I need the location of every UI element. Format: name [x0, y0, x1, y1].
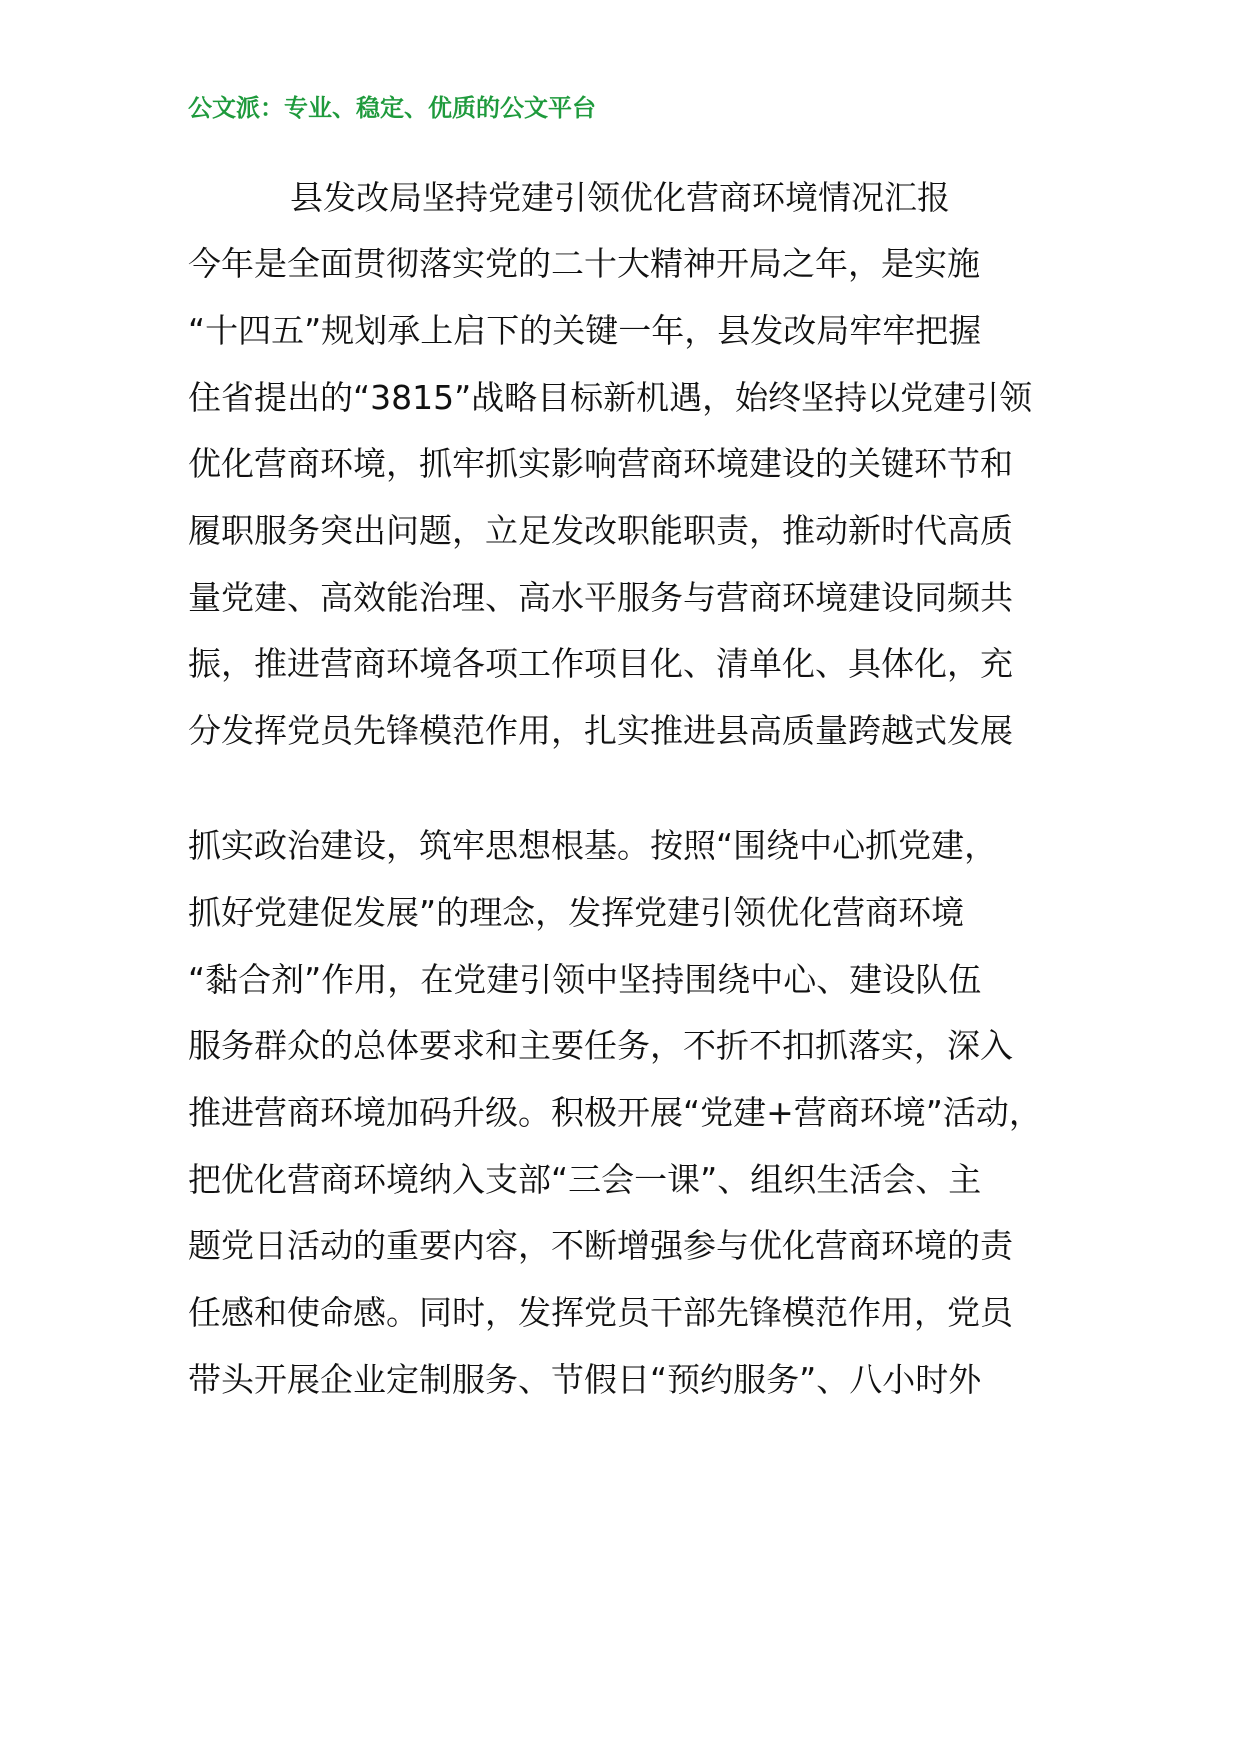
paragraph-line: 振，推进营商环境各项工作项目化、清单化、具体化，充	[188, 644, 1013, 683]
paragraph-line: “十四五”规划承上启下的关键一年，县发改局牢牢把握	[188, 311, 982, 350]
paragraph-line: 服务群众的总体要求和主要任务，不折不扣抓落实，深入	[188, 1026, 1013, 1065]
paragraph-line: 住省提出的“3815”战略目标新机遇，始终坚持以党建引领	[188, 378, 1033, 417]
paragraph-line: 履职服务突出问题，立足发改职能职责，推动新时代高质	[188, 511, 1013, 550]
document-title: 县发改局坚持党建引领优化营商环境情况汇报	[290, 178, 950, 217]
paragraph-line: 抓好党建促发展”的理念，发挥党建引领优化营商环境	[188, 893, 965, 932]
paragraph-line: 把优化营商环境纳入支部“三会一课”、组织生活会、主	[188, 1160, 982, 1199]
paragraph-line: 题党日活动的重要内容，不断增强参与优化营商环境的责	[188, 1226, 1013, 1265]
paragraph-line: 分发挥党员先锋模范作用，扎实推进县高质量跨越式发展	[188, 711, 1013, 750]
paragraph-line: 量党建、高效能治理、高水平服务与营商环境建设同频共	[188, 578, 1013, 617]
paragraph-line: 任感和使命感。同时，发挥党员干部先锋模范作用，党员	[188, 1293, 1013, 1332]
brand-header: 公文派：专业、稳定、优质的公文平台	[188, 93, 596, 122]
paragraph-line: 今年是全面贯彻落实党的二十大精神开局之年，是实施	[188, 244, 980, 283]
paragraph-line: 推进营商环境加码升级。积极开展“党建+营商环境”活动，	[188, 1093, 1042, 1132]
paragraph-line: 优化营商环境，抓牢抓实影响营商环境建设的关键环节和	[188, 444, 1013, 483]
paragraph-line: “黏合剂”作用，在党建引领中坚持围绕中心、建设队伍	[188, 960, 982, 999]
paragraph-line: 抓实政治建设，筑牢思想根基。按照“围绕中心抓党建，	[188, 826, 998, 865]
paragraph-line: 带头开展企业定制服务、节假日“预约服务”、八小时外	[188, 1360, 982, 1399]
